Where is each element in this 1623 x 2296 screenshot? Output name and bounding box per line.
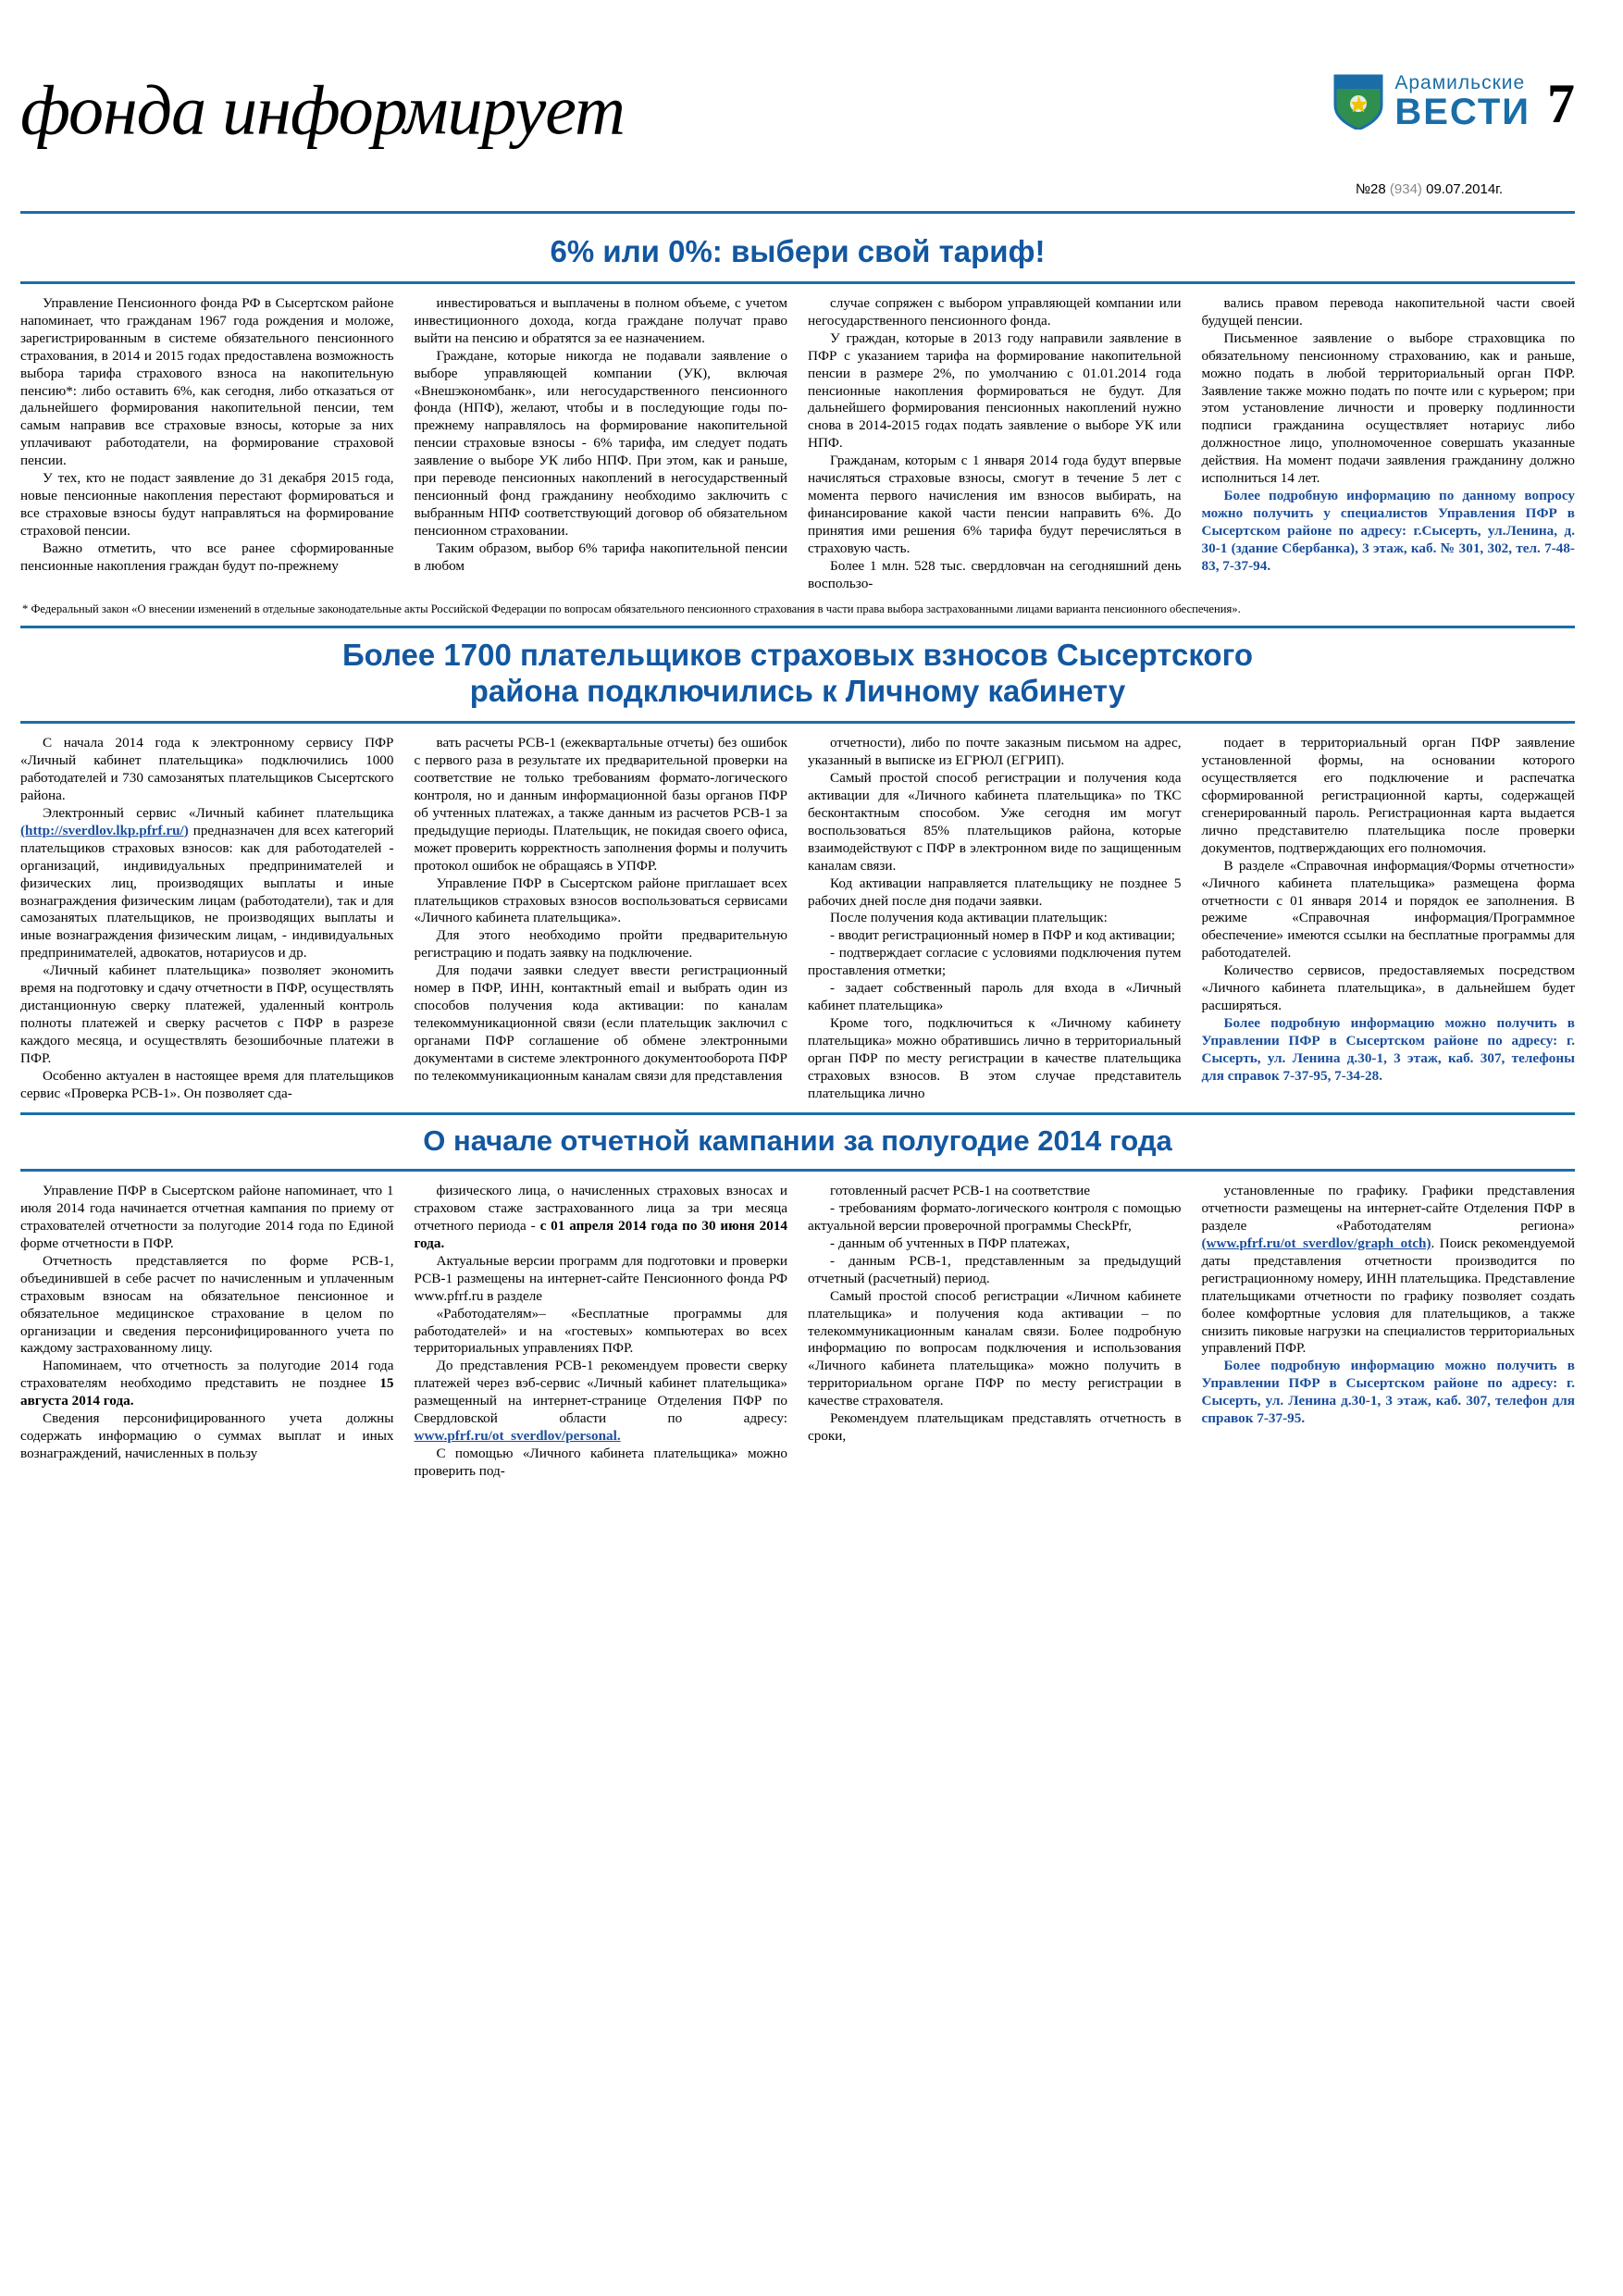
section3-column-2 <box>415 1183 788 1481</box>
paragraph: случае сопряжен с выбором управляющей компании или негосударственного пенсионного фонда. <box>808 294 1182 329</box>
section1-footnote: * Федеральный закон «О внесении изменений в отдельные законодательные акты Российской Федерации по вопросам обязательного пенсионного страхования в части права выбора застрахованными лицами варианта пенсионного обеспечения». <box>22 602 1241 615</box>
masthead-divider <box>20 211 1575 214</box>
list-item: - данным об учтенных в ПФР платежах, <box>830 1235 1071 1251</box>
paragraph: Для этого необходимо пройти предварительную регистрацию и подать заявку на подключение. <box>414 927 787 962</box>
paragraph: В разделе «Справочная информация/Формы отчетности» «Личного кабинета плательщика» размещена форма отчетности с 01 января 2014 и порядок ее заполнения. В режиме «Справочная информация/Программное обеспечение» имеются ссылки на бесплатные программы для работодателей. <box>1201 857 1575 962</box>
paragraph: Самый простой способ регистрации «Личном кабинете плательщика» и получения кода активации – по телекоммуникационным каналам связи. Более подробную информацию по вопросам подключения и использования «Личного кабинета плательщика» можно получить в территориальном органе ПФР по месту регистрации в качестве страхователя. <box>808 1287 1182 1409</box>
section1-heading: 6% или 0%: выбери свой тариф! <box>550 234 1046 268</box>
page-title: фонда информирует <box>20 71 625 150</box>
paragraph: Граждане, которые никогда не подавали заявление о выборе управляющей компании (УК), включая «Внешэкономбанк», или негосударственного пенсионного фонда (НПФ), желают, чтобы и в последующие годы по-прежнему направлялось на формирование накопительной пенсии страховые взносы - 6% тарифа, им следует подать заявление о выборе УК либо НПФ. При этом, как и раньше, при переводе пенсионных накоплений в негосударственный пенсионный фонд гражданину необходимо заключить с выбранным НПФ соответствующий договор об обязательном пенсионном страховании. <box>414 347 787 539</box>
paragraph: Самый простой способ регистрации и получения кода активации для «Личного кабинета плательщика» по ТКС бесконтактным способом. Уже сегодня им могут воспользоваться 85% плательщиков района, которые взаимодействуют с ПФР в электронном виде по защищенным каналам связи. <box>808 770 1182 874</box>
paragraph-with-link <box>1202 1183 1576 1358</box>
contact-info-highlight: Более подробную информацию можно получить в Управлении ПФР в Сысертском районе по адресу: г. Сысерть, ул. Ленина д.30-1, 3 этаж, каб. 307, телефон для справок 7-37-95. <box>1201 1358 1575 1427</box>
list-item: - задает собственный пароль для входа в «Личный кабинет плательщика» <box>808 980 1182 1014</box>
section3-column-4 <box>1202 1183 1576 1481</box>
newspaper-logo <box>1332 72 1530 130</box>
paragraph-deadline <box>20 1358 394 1410</box>
paragraph: Таким образом, выбор 6% тарифа накопительной пенсии в любом <box>414 540 787 574</box>
paragraph: «Личный кабинет плательщика» позволяет экономить время на подготовку и сдачу отчетности в ПФР, осуществлять дистанционную сверку платежей, удаленный контроль полноты платежей и сверку расчетов с ПФР в разрезе каждого месяца, и осуществлять безошибочные платежи в ПФР. <box>20 962 394 1066</box>
logo-text <box>1394 73 1530 130</box>
paragraph: У граждан, которые в 2013 году направили заявление в ПФР с указанием тарифа на формирование накопительной пенсии в размере 2%, по умолчанию с 01.01.2014 года пенсионные накопления формироваться не будут. Для дальнейшего формирования пенсионных накоплений нужно снова в 2014-2015 годах подать заявление о выборе УК или НПФ. <box>808 329 1182 452</box>
paragraph: С начала 2014 года к электронному сервису ПФР «Личный кабинет плательщика» подключились 1000 работодателей и 730 самозанятых плательщиков Сысертского района. <box>20 735 394 803</box>
paragraph: Кроме того, подключиться к «Личному кабинету плательщика» можно обратившись лично в территориальный орган ПФР по месту регистрации в качестве плательщика страховых взносов. В этом случае представитель плательщика лично <box>808 1014 1182 1101</box>
masthead-right-group <box>1332 71 1575 139</box>
city-coat-of-arms-icon <box>1332 72 1385 130</box>
logo-line-2: ВЕСТИ <box>1394 91 1530 132</box>
issue-date: 09.07.2014г. <box>1426 181 1503 197</box>
section3-heading: О начале отчетной кампании за полугодие 2014 года <box>423 1123 1172 1157</box>
paragraph-text: установленные по графику. Графики представления отчетности размещены на интернет-сайте Отделения ПФР в разделе «Работодателям региона» <box>1201 1183 1575 1234</box>
paragraph-text: Напоминаем, что отчетность за полугодие 2014 года страхователям необходимо представить не позднее <box>20 1358 394 1392</box>
paragraph: вались правом перевода накопительной части своей будущей пенсии. <box>1201 294 1575 329</box>
masthead <box>0 0 1623 197</box>
paragraph: инвестироваться и выплачены в полном объеме, с учетом инвестиционного дохода, когда граждане получат право выйти на пенсию и обратятся за ее назначением. <box>414 294 787 346</box>
paragraph-text-after-link: предназначен для всех категорий плательщиков страховых взносов: как для работодателей - организаций, индивидуальных предпринимателей и физических лиц, производящих выплаты и иные вознаграждения физическим лицам (работодатели), так и для самозанятых плательщиков, не производящих выплаты и иные вознаграждения физическим лицам, - индивидуальных предпринимателей, адвокатов, нотариусов и др. <box>20 822 394 962</box>
issue-number-paren: (934) <box>1389 181 1422 197</box>
paragraph-text-after-link: . Поиск рекомендуемой даты представления отчетности производится по регистрационному номеру, ИНН плательщика. Представление плательщиками отчетности по графику позволяет создать более комфортные условия для плательщиков, а также снизить пиковые нагрузки на специалистов территориальных управлений ПФР. <box>1201 1235 1575 1357</box>
paragraph: Количество сервисов, предоставляемых посредством «Личного кабинета плательщика», в дальнейшем будет расширяться. <box>1201 962 1575 1014</box>
paragraph: Особенно актуален в настоящее время для плательщиков сервис «Проверка РСВ-1». Он позволяет сда- <box>20 1067 394 1101</box>
page-content <box>20 225 1575 1481</box>
paragraph: С помощью «Личного кабинета плательщика» можно проверить под- <box>414 1445 787 1479</box>
section2-heading-line2: района подключились к Личному кабинету <box>469 674 1126 709</box>
issue-number: №28 <box>1355 181 1386 197</box>
logo-line-1: Арамильские <box>1394 71 1526 93</box>
lk-url-link[interactable]: (http://sverdlov.lkp.pfrf.ru/) <box>20 822 189 838</box>
paragraph: подает в территориальный орган ПФР заявление установленной формы, на основании которого осуществляется его подключение и распечатка сформированной регистрационной карты, содержащей сгенерированный пароль. Регистрационная карта выдается лично представителю плательщика после проверки документов, подтверждающих его полномочия. <box>1201 735 1575 856</box>
paragraph: Рекомендуем плательщикам представлять отчетность в сроки, <box>808 1410 1182 1445</box>
paragraph: вать расчеты РСВ-1 (ежеквартальные отчеты) без ошибок с первого раза в результате их предварительной проверки на соответствие не только требованиям формато-логического контроля, но и данным информационной базы органов ПФР об учтенных платежах, а также данным из расчетов РСВ-1 за предыдущие периоды. Плательщик, не покидая своего офиса, может проверить корректность заполнения формы и получить протокол ошибок не обращаясь в УПФР. <box>414 735 787 874</box>
section2-column-4 <box>1202 735 1576 1102</box>
section1-column-1 <box>20 295 394 593</box>
section1-column-3 <box>808 295 1182 593</box>
list-item: - требованиям формато-логического контроля с помощью актуальной версии проверочной программы CheckPfr, <box>808 1200 1182 1234</box>
paragraph: Код активации направляется плательщику не позднее 5 рабочих дней после дня подачи заявки. <box>808 875 1182 909</box>
section2-columns <box>20 724 1575 1102</box>
schedule-url-link[interactable]: (www.pfrf.ru/ot_sverdlov/graph_otch) <box>1201 1235 1431 1251</box>
section3-column-1 <box>20 1183 394 1481</box>
paragraph: Управление Пенсионного фонда РФ в Сысертском районе напоминает, что гражданам 1967 года рождения и моложе, зарегистрированным в системе обязательного пенсионного страхования, в 2014 и 2015 годах предоставлена возможность выбора тарифа страхового взноса на накопительную пенсию*: либо оставить 6%, как сегодня, либо отказаться от дальнейшего формирования накопительной пенсии, тем самым направив все страховые взносы, которые за них уплачивают работодатели, на формирование страховой пенсии. <box>20 294 394 469</box>
list-item: - данным РСВ-1, представленным за предыдущий отчетный (расчетный) период. <box>808 1252 1182 1286</box>
paragraph: Важно отметить, что все ранее сформированные пенсионные накопления граждан будут по-прежнему <box>20 540 394 574</box>
section2-column-3 <box>808 735 1182 1102</box>
paragraph: У тех, кто не подаст заявление до 31 декабря 2015 года, новые пенсионные накопления перестают формироваться и все страховые взносы будут направляться на формирование страховой пенсии. <box>20 470 394 539</box>
paragraph: отчетности), либо по почте заказным письмом на адрес, указанный в выписке из ЕГРЮЛ (ЕГРИП). <box>808 735 1182 769</box>
paragraph: Актуальные версии программ для подготовки и проверки РСВ-1 размещены на интернет-сайте Пенсионного фонда РФ www.pfrf.ru в разделе <box>414 1252 787 1304</box>
reporting-period: с 01 апреля 2014 года по 30 июня 2014 года. <box>414 1218 787 1251</box>
paragraph: Сведения персонифицированного учета должны содержать информацию о суммах выплат и иных вознаграждений, начисленных в пользу <box>20 1410 394 1461</box>
paragraph-with-link <box>20 805 394 962</box>
paragraph-text: физического лица, о начисленных страховых взносах и страховом стаже застрахованного лица за три месяца отчетного периода - <box>414 1183 787 1234</box>
article-section-reporting <box>20 1115 1575 1481</box>
section1-column-4 <box>1202 295 1576 593</box>
paragraph: После получения кода активации плательщик: <box>830 910 1108 926</box>
paragraph: Более 1 млн. 528 тыс. свердловчан на сегодняшний день воспользо- <box>808 557 1182 591</box>
section2-heading <box>20 628 1575 721</box>
article-section-lk <box>20 628 1575 1114</box>
list-item: - подтверждает согласие с условиями подключения путем проставления отметки; <box>808 945 1182 979</box>
paragraph: Отчетность представляется по форме РСВ-1, объединившей в себе расчет по начисленным и уплаченным страховым взносам на обязательное пенсионное и обязательное медицинское страхование в целом по организации и сведения персонифицированного учета по каждому застрахованному лицу. <box>20 1252 394 1357</box>
section2-heading-line1: Более 1700 плательщиков страховых взносов Сысертского <box>341 638 1254 673</box>
paragraph: Для подачи заявки следует ввести регистрационный номер в ПФР, ИНН, контактный email и выбрать один из способов получения кода активации: по каналам телекоммуникационной связи (если плательщик заключил с органами ПФР соглашение об обмене электронными документами в системе электронного документооборота ПФР по телекоммуникационным каналам связи для представления <box>414 962 787 1084</box>
paragraph: Гражданам, которым с 1 января 2014 года будут впервые начисляться страховые взносы, смогут в течение 5 лет с момента первого начисления им взносов выбирать, на финансирование какой части пенсии направить 6%. До принятия ими решения 6% тарифа будут перечисляться в страховую часть. <box>808 453 1182 556</box>
list-item: - вводит регистрационный номер в ПФР и код активации; <box>830 927 1175 944</box>
paragraph: Управление ПФР в Сысертском районе напоминает, что 1 июля 2014 года начинается отчетная кампания по приему от страхователей отчетности за полугодие 2014 года по Единой форме отчетности в ПФР. <box>20 1183 394 1251</box>
contact-info-highlight: Более подробную информацию можно получить в Управлении ПФР в Сысертском районе по адресу: г. Сысерть, ул. Ленина д.30-1, 3 этаж, каб. 307, телефоны для справок 7-37-95, 7-34-28. <box>1201 1014 1575 1084</box>
page-number: 7 <box>1547 73 1575 134</box>
paragraph-with-link <box>415 1358 788 1446</box>
section2-column-1 <box>20 735 394 1102</box>
paragraph-period <box>415 1183 788 1253</box>
section2-column-2 <box>415 735 788 1102</box>
section3-column-3 <box>808 1183 1182 1481</box>
paragraph-text: Электронный сервис «Личный кабинет плательщика <box>43 804 394 821</box>
paragraph: Письменное заявление о выборе страховщика по обязательному пенсионному страхованию, как и раньше, можно подать в любой территориальный орган ПФР. Заявление также можно подать по почте или с курьером; при этом установление личности и проверку подлинности подписи гражданина осуществляет нотариус либо должностное лицо, уполномоченное совершать указанные действия. На момент подачи заявления гражданину должно исполниться 14 лет. <box>1201 329 1575 487</box>
paragraph: «Работодателям»– «Бесплатные программы для работодателей» и на «гостевых» компьютерах во всех территориальных управлениях ПФР. <box>414 1305 787 1357</box>
issue-info <box>1356 181 1503 197</box>
article-section-tariff <box>20 225 1575 628</box>
paragraph: готовленный расчет РСВ-1 на соответствие <box>830 1183 1090 1199</box>
deadline-date: 15 августа 2014 года. <box>20 1375 394 1409</box>
personal-cabinet-url-link[interactable]: www.pfrf.ru/ot_sverdlov/personal. <box>414 1428 621 1445</box>
paragraph-text: До представления РСВ-1 рекомендуем провести сверку платежей через вэб-сервис «Личный кабинет плательщика» размещенный на интернет-странице Отделения ПФР по Свердловской области по адресу: <box>414 1358 787 1427</box>
section3-columns <box>20 1172 1575 1481</box>
section1-column-2 <box>415 295 788 593</box>
section1-columns <box>20 284 1575 593</box>
paragraph: Управление ПФР в Сысертском районе приглашает всех плательщиков страховых взносов воспользоваться сервисами «Личного кабинета плательщика». <box>414 875 787 926</box>
contact-info-highlight: Более подробную информацию по данному вопросу можно получить у специалистов Управления ПФР в Сысертском районе по адресу: г.Сысерть, ул.Ленина, д. 30-1 (здание Сбербанка), 3 этаж, каб. № 301, 302, тел. 7-48-83, 7-37-94. <box>1201 488 1575 574</box>
